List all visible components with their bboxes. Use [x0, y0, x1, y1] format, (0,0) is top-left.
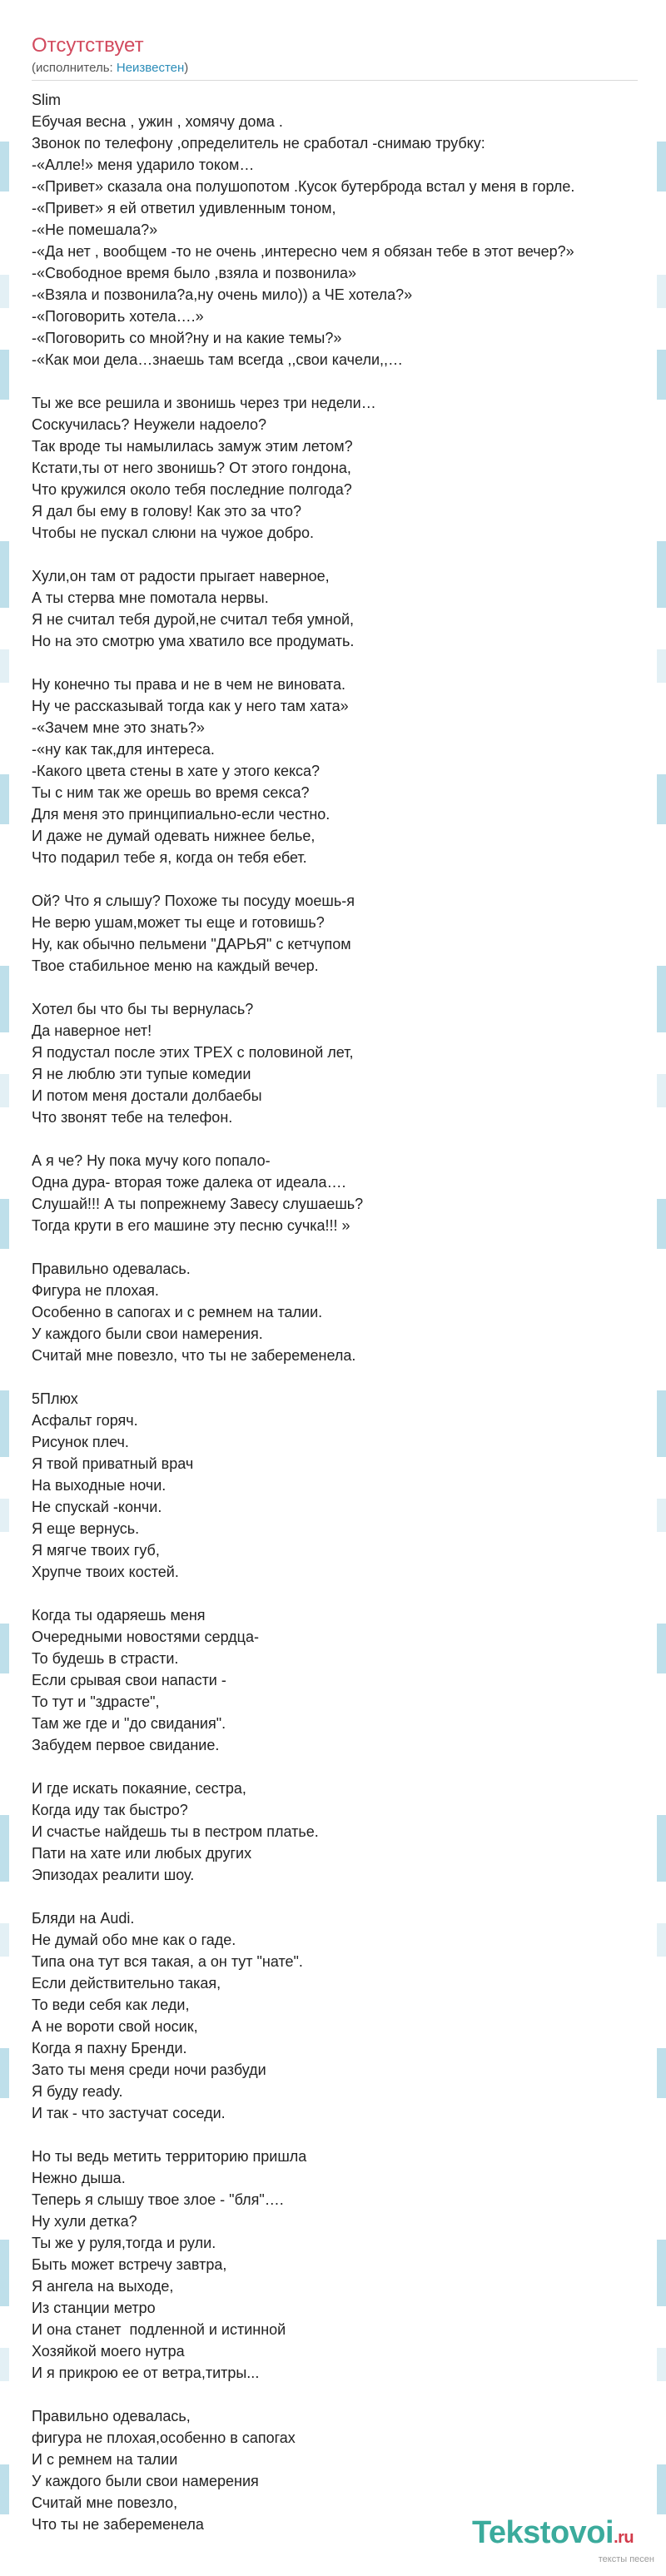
decor-stripe: [657, 1199, 666, 1249]
decor-stripe: [657, 2464, 666, 2514]
decor-stripe: [657, 2048, 666, 2098]
decor-stripe: [0, 142, 9, 191]
decor-stripe: [0, 2240, 9, 2306]
decor-stripe: [0, 350, 9, 400]
decor-stripe: [0, 1390, 9, 1457]
decor-stripe: [657, 2240, 666, 2306]
decor-stripe: [0, 1624, 9, 1673]
decor-stripe: [657, 2348, 666, 2381]
song-page: [32, 33, 648, 2535]
decor-stripe: [657, 1499, 666, 1532]
decor-stripe: [657, 649, 666, 683]
decor-stripe: [657, 275, 666, 308]
logo-main-text: Tekstovoi: [472, 2515, 614, 2550]
decor-stripe: [657, 774, 666, 824]
decor-stripe: [0, 1815, 9, 1882]
decor-stripe: [0, 966, 9, 1032]
decor-stripe: [657, 142, 666, 191]
lyrics-text: Slim Ебучая весна , ужин , хомячу дома . Звонок по телефону ,определитель не сработал -снимаю трубку: -«Алле!» меня ударило током… -«Привет» сказала она полушопотом .Кусок бутерброда встал у меня в горле. -«Привет» я ей ответил удивленным тоном, -«Не помешала?» -«Да нет , вообщем -то не очень ,интересно чем я обязан тебе в этот вечер?» -«Свободное время было ,взяла и позвонила» -«Взяла и позвонила?а,ну очень мило)) а ЧЕ хотела?» -«Поговорить хотела….» -«Поговорить со мной?ну и на какие темы?» -«Как мои дела…знаешь там всегда ,,свои качели,,… Ты же все решила и звонишь через три недели… Соскучилась? Неужели надоело? Так вроде ты намылилась замуж этим летом? Кстати,ты от него звонишь? От этого гондона, Что кружился около тебя последние полгода? Я дал бы ему в голову! Как это за что? Чтобы не пускал слюни на чужое добро. Хули,он там от радости прыгает наверное, А ты стерва мне помотала нервы. Я не считал тебя дурой,не считал тебя умной, Но на это смотрю ума хватило все продумать. Ну конечно ты права и не в чем не виновата. Ну че рассказывай тогда как у него там хата» -«Зачем мне это знать?» -«ну как так,для интереса. -Какого цвета стены в хате у этого кекса? Ты с ним так же орешь во время секса? Для меня это принципиально-если честно. И даже не думай одевать нижнее белье, Что подарил тебе я, когда он тебя ебет. Ой? Что я слышу? Похоже ты посуду моешь-я Не верю ушам,может ты еще и готовишь? Ну, как обычно пельмени "ДАРЬЯ" с кетчупом Твое стабильное меню на каждый вечер. Хотел бы что бы ты вернулась? Да наверное нет! Я подустал после этих ТРЕХ с половиной лет, Я не люблю эти тупые комедии И потом меня достали долбаебы Что звонят тебе на телефон. А я че? Ну пока мучу кого попало- Одна дура- вторая тоже далека от идеала…. Слушай!!! А ты попрежнему Завесу слушаешь? Тогда крути в его машине эту песню сучка!!! » Правильно одевалась. Фигура не плохая. Особенно в сапогах и с ремнем на талии. У каждого были свои намерения. Считай мне повезло, что ты не забеременела. 5Плюх Асфальт горяч. Рисунок плеч. Я твой приватный врач На выходные ночи. Не спускай -кончи. Я еще вернусь. Я мягче твоих губ, Хрупче твоих костей. Когда ты одаряешь меня Очередными новостями сердца- То будешь в страсти. Если срывая свои напасти - То тут и "здрасте", Там же где и "до свидания". Забудем первое свидание. И где искать покаяние, сестра, Когда иду так быстро? И счастье найдешь ты в пестром платье. Пати на хате или любых других Эпизодах реалити шоу. Бляди на Audi. Не думай обо мне как о гаде. Типа она тут вся такая, а он тут "нате". Если действительно такая, То веди себя как леди, А не вороти свой носик, Когда я пахну Бренди. Зато ты меня среди ночи разбуди Я буду ready. И так - что застучат соседи. Но ты ведь метить территорию пришла Нежно дыша. Теперь я слышу твое злое - "бля"…. Ну хули детка? Ты же у руля,тогда и рули. Быть может встречу завтра, Я ангела на выходе, Из станции метро И она станет подленной и истинной Хозяйкой моего нутра И я прикрою ее от ветра,титры... Правильно одевалась, фигура не плохая,особенно в сапогах И с ремнем на талии У каждого были свои намерения Считай мне повезло, Что ты не забеременела: [32, 92, 575, 2533]
decor-stripe: [657, 350, 666, 400]
site-logo[interactable]: [472, 2516, 659, 2566]
decor-stripe: [0, 541, 9, 608]
decor-stripe: [0, 1074, 9, 1107]
decor-stripe: [657, 966, 666, 1032]
decor-stripe: [657, 541, 666, 608]
decor-stripe: [0, 1923, 9, 1957]
decor-stripe: [0, 774, 9, 824]
decor-stripe: [657, 1923, 666, 1957]
artist-link[interactable]: Неизвестен: [116, 61, 185, 75]
artist-line: [32, 60, 648, 77]
decor-stripe: [0, 1199, 9, 1249]
decor-stripe: [0, 2348, 9, 2381]
logo-tagline: тексты песен: [598, 2554, 654, 2564]
decor-stripe: [657, 1624, 666, 1673]
artist-prefix: (исполнитель:: [32, 61, 117, 75]
decor-stripe: [0, 2464, 9, 2514]
decor-stripe: [657, 1390, 666, 1457]
song-title: Отсутствует: [32, 34, 144, 57]
decor-stripe: [657, 1815, 666, 1882]
logo-wordmark: [472, 2516, 659, 2554]
title-divider: [32, 80, 638, 81]
decor-stripe: [0, 275, 9, 308]
logo-suffix-text: .ru: [614, 2529, 634, 2547]
decor-stripe: [657, 1074, 666, 1107]
artist-suffix: ): [184, 61, 189, 75]
decor-stripe: [0, 649, 9, 683]
decor-stripe: [0, 2048, 9, 2098]
decor-stripe: [0, 1499, 9, 1532]
